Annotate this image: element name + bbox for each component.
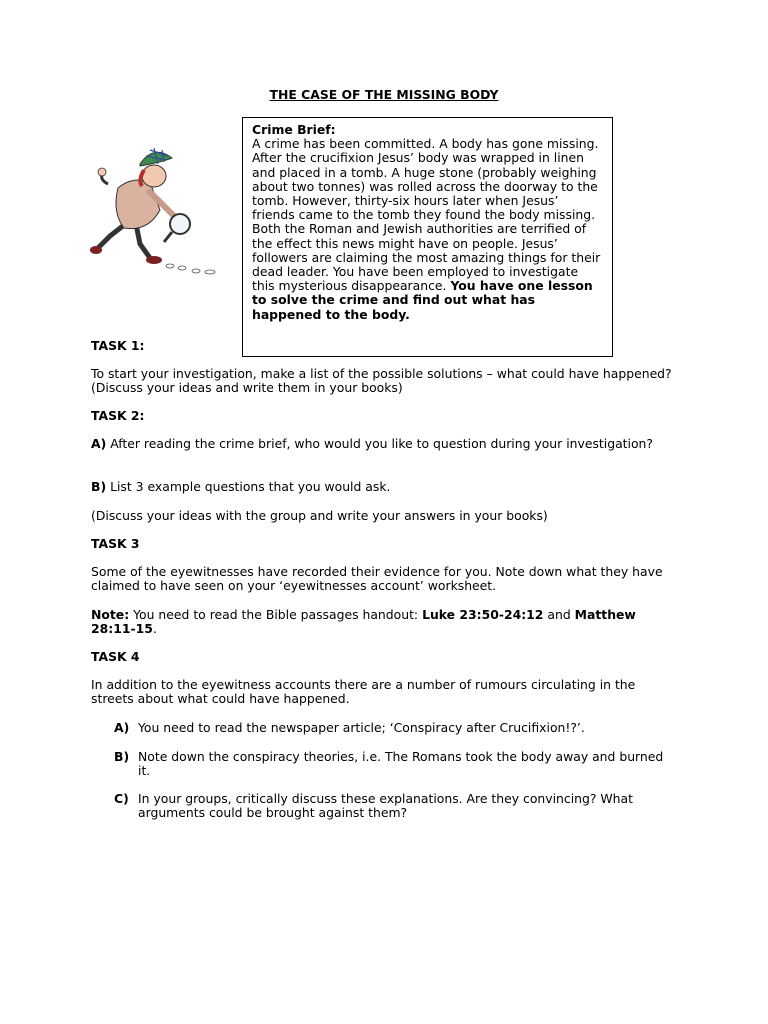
- task-2-note: (Discuss your ideas with the group and write your answers in your books): [91, 508, 548, 523]
- task-4-item-c-label: C): [114, 791, 129, 806]
- task-3-and: and: [547, 607, 571, 622]
- task-2-item-b-label: B): [91, 479, 107, 494]
- crime-brief-heading: Crime Brief:: [252, 122, 336, 137]
- task-2-item-a: [91, 437, 681, 451]
- crime-brief-box: [242, 117, 613, 357]
- task-3-heading: TASK 3: [91, 536, 140, 551]
- task-3-ref-luke: Luke 23:50-24:12: [422, 607, 544, 622]
- crime-brief-emphasis: You have one lesson to solve the crime and find out what has happened to the body.: [252, 278, 593, 322]
- task-1-text: To start your investigation, make a list of the possible solutions – what could have happened? (Discuss your ideas and write them in your books): [91, 366, 672, 396]
- crime-brief-text: A crime has been committed. A body has gone missing. After the crucifixion Jesus’ body was wrapped in linen and placed in a tomb. A huge stone (probably weighing about two tonnes) was rolled across the doorway to the tomb. However, thirty-six hours later when Jesus’ friends came to the tomb they found the body missing. Both the Roman and Jewish authorities are terrified of the effect this news might have on people. Jesus’ followers are claiming the most amazing things for their dead leader. You have been employed to investigate this mysterious disappearance.: [252, 136, 601, 294]
- task-3-note-label: Note:: [91, 607, 130, 622]
- task-3-note-text: You need to read the Bible passages handout:: [133, 607, 419, 622]
- task-2-item-a-label: A): [91, 436, 107, 451]
- page-title: THE CASE OF THE MISSING BODY: [269, 87, 499, 102]
- task-3-period: .: [152, 621, 157, 637]
- task-2-item-b: [91, 480, 681, 494]
- task-2-heading: TASK 2:: [91, 408, 145, 423]
- task-4-item-a-label: A): [114, 720, 130, 735]
- task-2-item-b-text: List 3 example questions that you would ask.: [110, 479, 391, 494]
- task-3-text: Some of the eyewitnesses have recorded their evidence for you. Note down what they have claimed to have seen on your ‘eyewitnesses account’ worksheet.: [91, 564, 663, 594]
- task-4-item-c-text: In your groups, critically discuss these explanations. Are they convincing? What arguments could be brought against them?: [138, 791, 633, 821]
- task-2-item-a-text: After reading the crime brief, who would you like to question during your investigation?: [110, 436, 653, 451]
- task-3-note: [91, 608, 681, 636]
- task-4-item-a-text: You need to read the newspaper article; ‘Conspiracy after Crucifixion!?’.: [138, 720, 585, 735]
- task-4-item-b-label: B): [114, 749, 130, 764]
- task-1-heading: TASK 1:: [91, 338, 145, 353]
- detective-with-magnifying-glass-icon: [88, 140, 238, 280]
- task-4-heading: TASK 4: [91, 649, 140, 664]
- task-4-intro: In addition to the eyewitness accounts there are a number of rumours circulating in the streets about what could have happened.: [91, 677, 636, 707]
- task-4-item-b-text: Note down the conspiracy theories, i.e. The Romans took the body away and burned it.: [138, 749, 664, 779]
- task-3-ref-matthew: Matthew 28:11-15: [91, 607, 636, 637]
